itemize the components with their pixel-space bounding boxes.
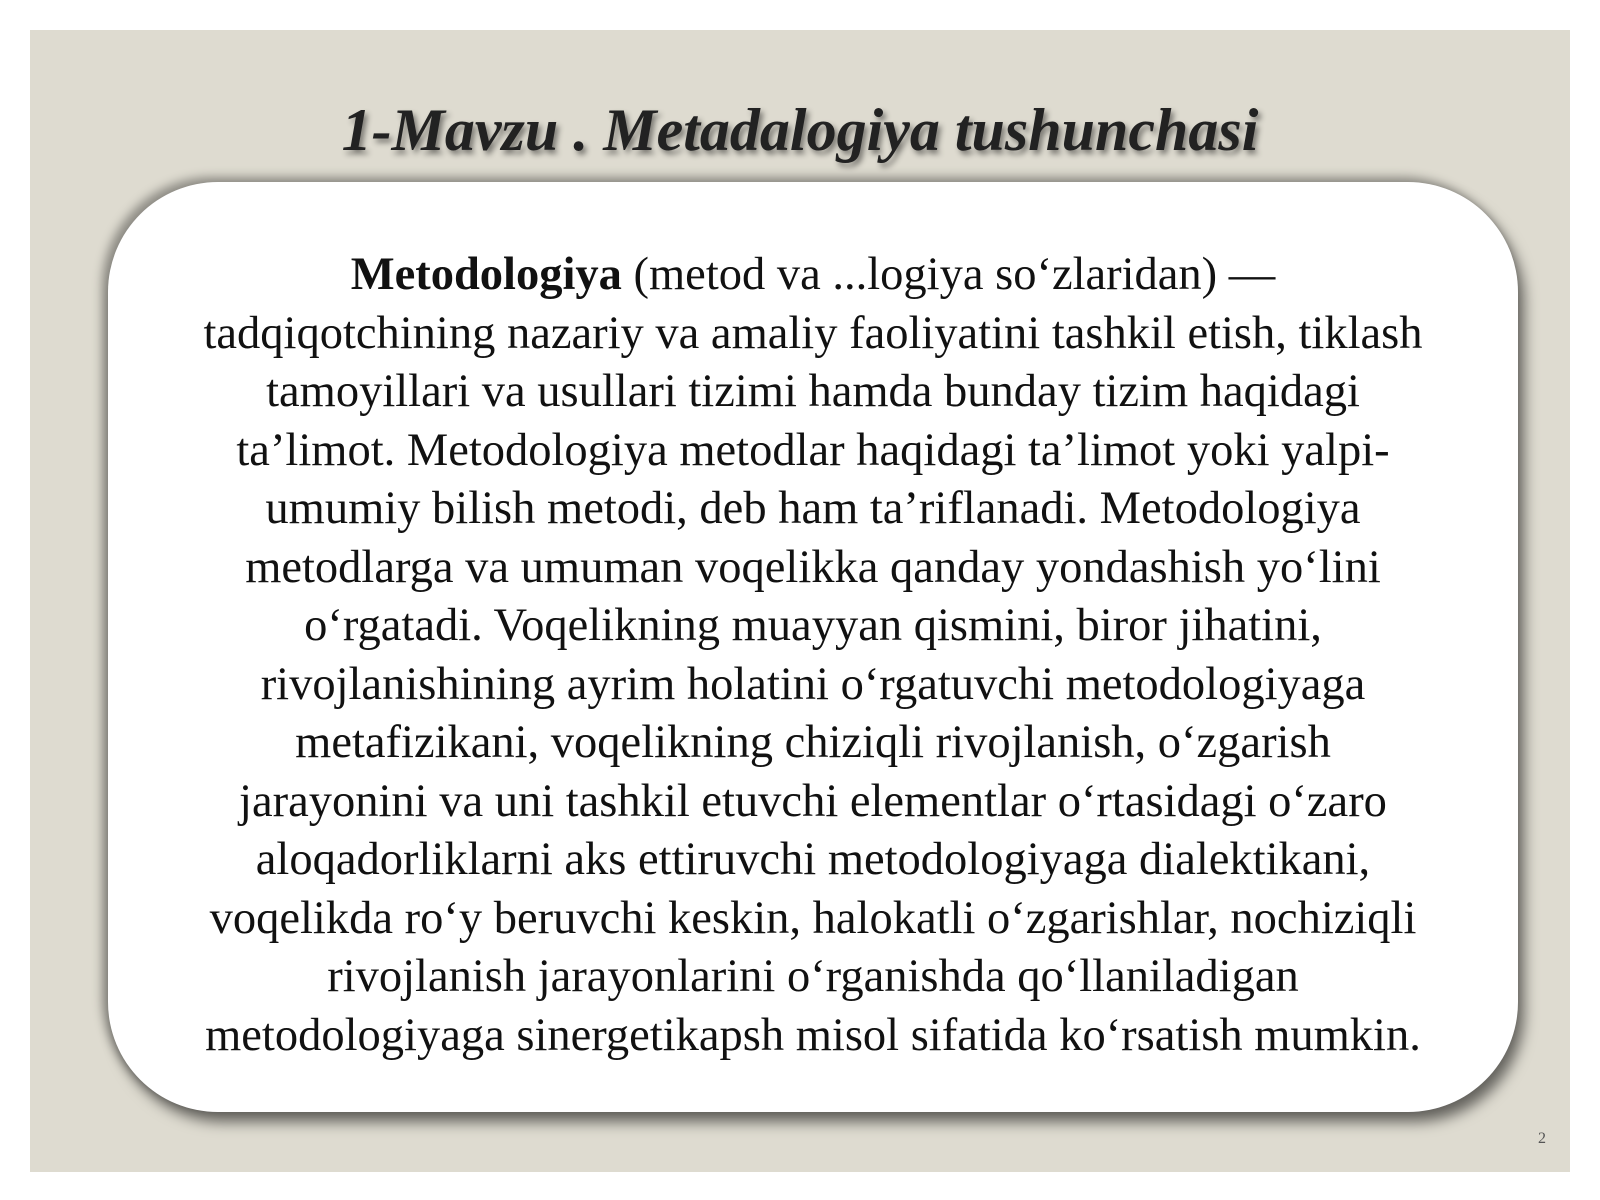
body-line-13: rivojlanish jarayonlarini o‘rganishda qo‘llaniladigan	[327, 951, 1299, 1002]
content-box	[108, 182, 1518, 1112]
slide	[30, 30, 1570, 1172]
body-line-12: voqelikda ro‘y beruvchi keskin, halokatli o‘zgarishlar, nochiziqli	[209, 892, 1417, 944]
body-term: Metodologiya	[350, 249, 622, 300]
body-line-10: jarayonini va uni tashkil etuvchi elementlar o‘rtasidagi o‘zaro	[239, 775, 1387, 827]
body-line-5: umumiy bilish metodi, deb ham ta’riflanadi. Metodologiya	[265, 483, 1361, 534]
body-line-14: metodologiyaga sinergetikapsh misol sifatida ko‘rsatish mumkin.	[205, 1009, 1421, 1061]
page-number: 2	[1538, 1130, 1546, 1147]
body-line-3: tamoyillari va usullari tizimi hamda bunday tizim haqidagi	[266, 366, 1360, 417]
slide-title: 1-Mavzu . Metadalogiya tushunchasi	[341, 97, 1259, 163]
body-line-1: (metod va ...logiya so‘zlaridan) —	[621, 249, 1276, 300]
body-line-2: tadqiqotchining nazariy va amaliy faoliyatini tashkil etish, tiklash	[203, 307, 1423, 359]
body-text	[148, 246, 1478, 1065]
body-line-9: metafizikani, voqelikning chiziqli rivojlanish, o‘zgarish	[295, 717, 1331, 768]
body-line-7: o‘rgatadi. Voqelikning muayyan qismini, biror jihatini,	[304, 600, 1322, 651]
body-line-8: rivojlanishining ayrim holatini o‘rgatuvchi metodologiyaga	[260, 658, 1366, 710]
body-line-11: aloqadorliklarni aks ettiruvchi metodologiyaga dialektikani,	[255, 834, 1371, 885]
body-line-6: metodlarga va umuman voqelikka qanday yondashish yo‘lini	[245, 541, 1381, 593]
body-line-4: ta’limot. Metodologiya metodlar haqidagi ta’limot yoki yalpi-	[236, 424, 1390, 476]
